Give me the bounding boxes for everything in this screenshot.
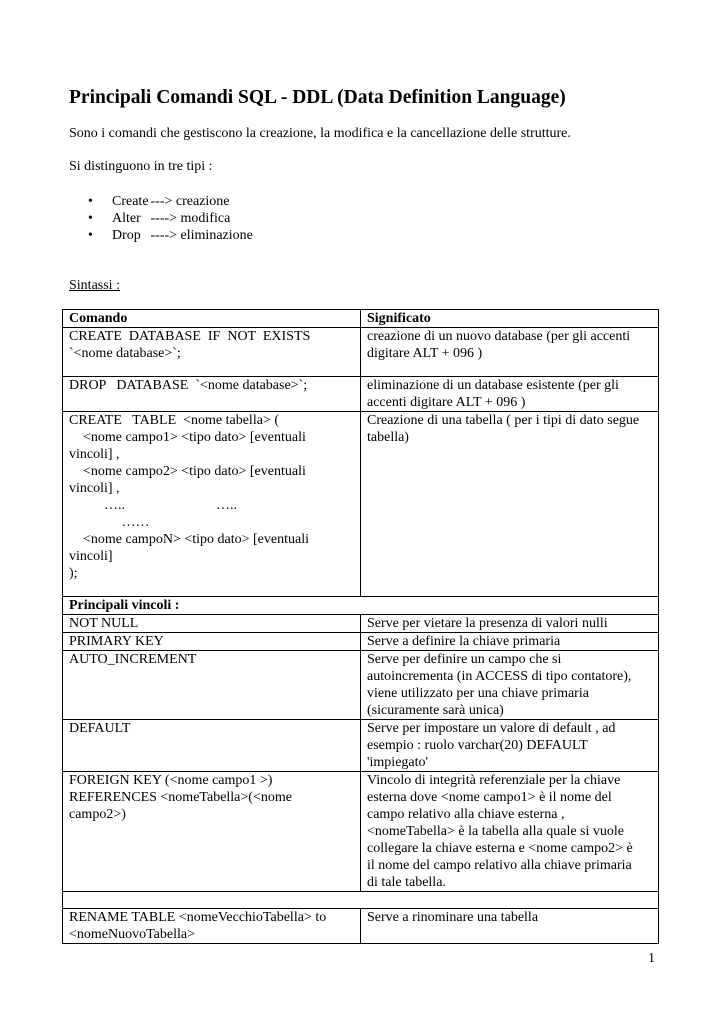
description-cell: Serve per definire un campo che si autoincrementa (in ACCESS di tipo contatore), viene utilizzato per una chiave primaria (sicuramente sarà unica): [361, 651, 659, 720]
table-row: [63, 412, 659, 597]
table-row: [63, 328, 659, 377]
page-number: 1: [648, 951, 655, 966]
bullet-icon: •: [88, 228, 93, 243]
description-cell: Serve a definire la chiave primaria: [361, 633, 659, 651]
description-cell: eliminazione di un database esistente (per gli accenti digitare ALT + 096 ): [361, 377, 659, 412]
description-cell: Vincolo di integrità referenziale per la chiave esterna dove <nome campo1> è il nome del campo relativo alla chiave esterna , <nomeTabella> è la tabella alla quale si vuole collegare la chiave esterna e <nome campo2> è il nome del campo relativo alla chiave primaria di tale tabella.: [361, 772, 659, 892]
command-cell: PRIMARY KEY: [63, 633, 361, 651]
command-cell: CREATE DATABASE IF NOT EXISTS `<nome database>`;: [63, 328, 361, 377]
table-row: [63, 651, 659, 720]
type-name: Create: [112, 194, 149, 209]
type-name: Alter: [112, 211, 141, 226]
type-desc: ----> eliminazione: [150, 228, 253, 243]
section-header-row: [63, 597, 659, 615]
description-cell: Serve per vietare la presenza di valori nulli: [361, 615, 659, 633]
header-significato: Significato: [361, 310, 659, 328]
table-header-row: [63, 310, 659, 328]
type-desc: ---> creazione: [150, 194, 230, 209]
page-title: Principali Comandi SQL - DDL (Data Definition Language): [69, 87, 566, 108]
table-row: [63, 615, 659, 633]
command-cell: CREATE TABLE <nome tabella> ( <nome campo1> <tipo dato> [eventuali vincoli] , <nome campo2> <tipo dato> [eventuali vincoli] , ….. ….. …… <nome campoN> <tipo dato> [eventuali vincoli] );: [63, 412, 361, 597]
header-comando: Comando: [63, 310, 361, 328]
list-item: [88, 210, 253, 227]
syntax-label: Sintassi :: [69, 278, 120, 293]
description-cell: Creazione di una tabella ( per i tipi di dato segue tabella): [361, 412, 659, 597]
command-cell: DEFAULT: [63, 720, 361, 772]
table-row: [63, 909, 659, 944]
command-cell: NOT NULL: [63, 615, 361, 633]
table-row: [63, 772, 659, 892]
bullet-icon: •: [88, 194, 93, 209]
empty-cell: [63, 892, 659, 909]
description-cell: Serve per impostare un valore di default , ad esempio : ruolo varchar(20) DEFAULT 'impiegato': [361, 720, 659, 772]
description-cell: creazione di un nuovo database (per gli accenti digitare ALT + 096 ): [361, 328, 659, 377]
description-cell: Serve a rinominare una tabella: [361, 909, 659, 944]
command-cell: DROP DATABASE `<nome database>`;: [63, 377, 361, 412]
command-cell: AUTO_INCREMENT: [63, 651, 361, 720]
list-item: [88, 193, 253, 210]
empty-row: [63, 892, 659, 909]
types-list: [88, 193, 253, 244]
section-header: Principali vincoli :: [63, 597, 659, 615]
table-row: [63, 720, 659, 772]
list-item: [88, 227, 253, 244]
command-cell: RENAME TABLE <nomeVecchioTabella> to <nomeNuovoTabella>: [63, 909, 361, 944]
intro-paragraph: Sono i comandi che gestiscono la creazione, la modifica e la cancellazione delle strutture.: [69, 126, 571, 141]
bullet-icon: •: [88, 211, 93, 226]
type-name: Drop: [112, 228, 141, 243]
type-desc: ----> modifica: [150, 211, 231, 226]
table-row: [63, 633, 659, 651]
command-cell: FOREIGN KEY (<nome campo1 >) REFERENCES <nomeTabella>(<nome campo2>): [63, 772, 361, 892]
types-intro: Si distinguono in tre tipi :: [69, 159, 213, 174]
table-row: [63, 377, 659, 412]
commands-table: [62, 309, 659, 944]
